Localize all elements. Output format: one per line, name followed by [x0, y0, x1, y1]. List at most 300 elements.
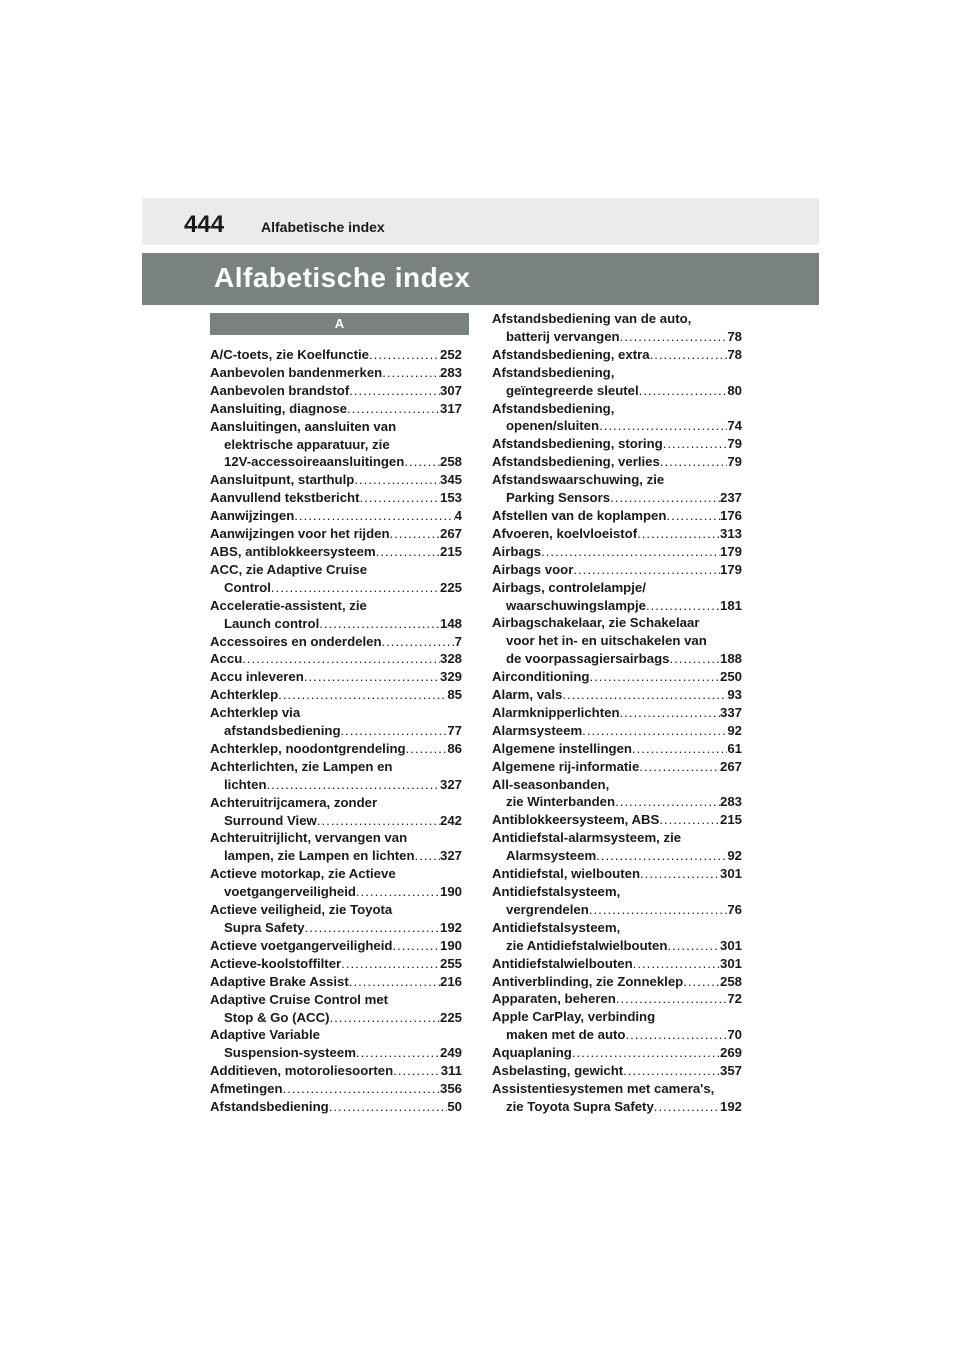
index-entry [492, 614, 742, 668]
index-term: Stop & Go (ACC) [224, 1009, 330, 1025]
index-entry-row [492, 489, 742, 507]
index-entry-row [492, 990, 742, 1008]
index-term: Alarm, vals [492, 687, 563, 703]
index-entry-row [210, 400, 462, 418]
index-entry-row [492, 1062, 742, 1080]
dot-leader [639, 758, 720, 776]
index-entry [492, 758, 742, 776]
index-entry [492, 722, 742, 740]
index-entry-row [492, 507, 742, 525]
index-term: Antiverblinding, zie Zonneklep [492, 973, 684, 989]
index-entry [210, 1098, 462, 1116]
index-entry-row [210, 1098, 462, 1116]
dot-leader [640, 865, 720, 883]
dot-leader [354, 471, 440, 489]
dot-leader [406, 740, 448, 758]
dot-leader [646, 597, 720, 615]
index-entry-line: Acceleratie-assistent, zie [210, 597, 367, 613]
dot-leader [623, 1062, 720, 1080]
index-entry-row [492, 1098, 742, 1116]
dot-leader [317, 812, 440, 830]
index-term: Alarmsysteem [506, 848, 597, 864]
dot-leader [541, 543, 720, 561]
index-entry [210, 865, 462, 901]
index-term: Apparaten, beheren [492, 991, 616, 1007]
index-entry-line: Adaptive Cruise Control met [210, 991, 389, 1007]
index-page-number: 148 [439, 615, 462, 631]
index-page-number: 190 [439, 937, 462, 953]
index-entry-row [492, 758, 742, 776]
index-term: Airbags [492, 543, 542, 559]
index-entry-line: All-seasonbanden, [492, 776, 610, 792]
index-entry-row [492, 740, 742, 758]
index-entry-row [210, 543, 462, 561]
index-term: Airconditioning [492, 669, 590, 685]
index-page-number: 181 [719, 597, 742, 613]
index-entry-row [492, 901, 742, 919]
index-term: ABS, antiblokkeersysteem [210, 543, 376, 559]
index-page-number: 76 [727, 901, 742, 917]
index-entry-line: Actieve veiligheid, zie Toyota [210, 902, 393, 918]
index-entry-row [492, 650, 742, 668]
index-term: Alarmknipperlichten [492, 704, 620, 720]
index-page-number: 301 [719, 937, 742, 953]
index-page-number: 337 [719, 704, 742, 720]
dot-leader [610, 489, 720, 507]
dot-leader [620, 328, 728, 346]
index-entry-line: Assistentiesystemen met camera's, [492, 1080, 715, 1096]
index-page-number: 301 [719, 955, 742, 971]
index-term: Actieve voetgangerveiligheid [210, 937, 393, 953]
dot-leader [369, 346, 440, 364]
index-entry-line: Adaptive Variable [210, 1027, 320, 1043]
index-entry [492, 310, 742, 346]
index-entry-line: Afstandsbediening, [492, 400, 615, 416]
index-entry-row [210, 1044, 462, 1062]
dot-leader [278, 686, 447, 704]
index-term: lampen, zie Lampen en lichten [224, 848, 415, 864]
index-page-number: 192 [719, 1098, 742, 1114]
index-entry-row [210, 364, 462, 382]
index-entry-row [492, 704, 742, 722]
index-term: Asbelasting, gewicht [492, 1063, 624, 1079]
index-page-number: 61 [727, 740, 742, 756]
index-entry [492, 1080, 742, 1116]
index-page-number: 176 [719, 507, 742, 523]
dot-leader [376, 543, 440, 561]
index-entry-row [492, 1044, 742, 1062]
dot-leader [341, 722, 448, 740]
index-entry-line: Achterlichten, zie Lampen en [210, 758, 393, 774]
index-entry-row [210, 1009, 462, 1027]
index-entry [210, 740, 462, 758]
index-entry-row [210, 812, 462, 830]
dot-leader [294, 507, 454, 525]
index-term: geïntegreerde sleutel [506, 382, 639, 398]
index-page-number: 313 [719, 525, 742, 541]
index-entry-line: ACC, zie Adaptive Cruise [210, 561, 368, 577]
dot-leader [360, 489, 440, 507]
dot-leader [390, 525, 440, 543]
index-term: Airbags voor [492, 561, 574, 577]
index-term: Antidiefstal, wielbouten [492, 866, 640, 882]
index-entry-line: Antidiefstalsysteem, [492, 884, 621, 899]
index-term: Actieve-koolstoffilter [210, 955, 342, 971]
index-page-number: 92 [727, 722, 742, 738]
dot-leader [632, 740, 727, 758]
index-entry [210, 650, 462, 668]
index-entry-line: Antidiefstal-alarmsysteem, zie [492, 830, 682, 846]
dot-leader [654, 1098, 720, 1116]
index-term: Afvoeren, koelvloeistof [492, 525, 638, 541]
index-entry-line: elektrische apparatuur, zie [224, 436, 390, 452]
index-term: openen/sluiten [506, 418, 600, 434]
index-entry-row [210, 471, 462, 489]
page-number: 444 [184, 211, 225, 238]
index-term: A/C-toets, zie Koelfunctie [210, 347, 369, 362]
dot-leader [271, 579, 440, 597]
dot-leader [589, 668, 720, 686]
index-entry-line: Afstandsbediening van de auto, [492, 311, 692, 326]
index-page-number: 80 [727, 382, 742, 398]
index-term: Launch control [224, 615, 320, 631]
dot-leader [663, 435, 728, 453]
index-term: Aanbevolen brandstof [210, 382, 350, 398]
index-page-number: 317 [439, 400, 462, 416]
index-entry [210, 1026, 462, 1062]
index-entry [492, 955, 742, 973]
dot-leader [562, 686, 727, 704]
index-term: Afstandsbediening, storing [492, 436, 663, 452]
index-entry [210, 364, 462, 382]
index-entry [492, 704, 742, 722]
dot-leader [356, 883, 440, 901]
index-entry-row [210, 686, 462, 704]
index-entry [210, 973, 462, 991]
dot-leader [667, 937, 720, 955]
dot-leader [329, 1009, 440, 1027]
index-page-number: 4 [454, 508, 462, 524]
index-entry-row [210, 615, 462, 633]
dot-leader [615, 793, 720, 811]
index-page-number: 77 [447, 723, 462, 739]
index-page-number: 242 [439, 812, 462, 828]
index-entry [492, 990, 742, 1008]
index-page-number: 93 [727, 687, 742, 703]
index-entry [492, 686, 742, 704]
index-page-number: 79 [727, 436, 742, 452]
index-entry-row [210, 1080, 462, 1098]
index-entry-row [492, 453, 742, 471]
index-entry-row [492, 973, 742, 991]
index-entry [492, 346, 742, 364]
index-term: Afstandsbediening, extra [492, 346, 650, 362]
index-page-number: 329 [439, 669, 462, 685]
index-term: zie Winterbanden [506, 794, 616, 810]
index-entry-row [492, 811, 742, 829]
index-entry-row [210, 955, 462, 973]
index-entry-line: Antidiefstalsysteem, [492, 919, 621, 935]
dot-leader [639, 382, 728, 400]
index-entry-row [210, 489, 462, 507]
index-entry-line: voor het in- en uitschakelen van [506, 633, 707, 649]
index-term: Aanbevolen bandenmerken [210, 364, 383, 380]
index-entry [210, 794, 462, 830]
index-entry-row [492, 722, 742, 740]
index-entry-row [492, 1026, 742, 1044]
index-page-number: 225 [439, 579, 462, 595]
index-entry [210, 901, 462, 937]
index-entry-row [492, 597, 742, 615]
index-term: Aquaplaning [492, 1045, 572, 1061]
dot-leader [415, 847, 440, 865]
index-page-number: 92 [727, 848, 742, 864]
dot-leader [659, 811, 720, 829]
index-term: Accu [210, 651, 243, 667]
dot-leader [329, 1098, 448, 1116]
index-page-number: 188 [719, 651, 742, 667]
index-entry [492, 1008, 742, 1044]
index-page-number: 190 [439, 884, 462, 900]
running-head: Alfabetische index [261, 219, 385, 235]
index-page-number: 283 [719, 794, 742, 810]
index-page-number: 250 [719, 669, 742, 685]
index-term: de voorpassagiersairbags [506, 651, 670, 667]
index-term: Parking Sensors [506, 490, 611, 506]
index-term: Control [224, 579, 271, 595]
index-entry [210, 955, 462, 973]
index-entry-row [210, 453, 462, 471]
index-page-number: 267 [719, 758, 742, 774]
index-term: Aanwijzingen [210, 508, 295, 524]
index-page-number: 258 [439, 454, 462, 470]
index-page-number: 237 [719, 490, 742, 506]
dot-leader [305, 919, 440, 937]
index-term: Suspension-systeem [224, 1045, 356, 1061]
index-entry [492, 579, 742, 615]
index-entry [210, 400, 462, 418]
index-entry [492, 453, 742, 471]
index-entry-row [210, 722, 462, 740]
dot-leader [596, 847, 727, 865]
index-entry [210, 525, 462, 543]
index-column-left [210, 346, 462, 1116]
dot-leader [382, 633, 455, 651]
index-term: Achterklep [210, 687, 279, 703]
dot-leader [616, 990, 727, 1008]
index-entry [492, 829, 742, 865]
index-entry [210, 937, 462, 955]
index-entry-row [492, 955, 742, 973]
index-entry [492, 1044, 742, 1062]
dot-leader [637, 525, 720, 543]
index-entry-line: Apple CarPlay, verbinding [492, 1009, 656, 1025]
index-page-number: 345 [439, 472, 462, 488]
dot-leader [393, 937, 440, 955]
index-term: Achterklep, noodontgrendeling [210, 740, 406, 756]
index-entry [492, 471, 742, 507]
dot-leader [319, 615, 440, 633]
dot-leader [650, 346, 728, 364]
index-entry [210, 668, 462, 686]
dot-leader [267, 776, 440, 794]
index-entry-row [210, 650, 462, 668]
index-entry [492, 543, 742, 561]
index-term: Afstandsbediening [210, 1099, 329, 1115]
index-entry-row [210, 507, 462, 525]
index-entry [492, 668, 742, 686]
index-page-number: 72 [727, 991, 742, 1007]
index-term: voetgangerveiligheid [224, 884, 356, 900]
index-entry-row [210, 919, 462, 937]
index-term: vergrendelen [506, 901, 589, 917]
index-entry-row [492, 668, 742, 686]
index-page-number: 327 [439, 776, 462, 792]
index-entry [492, 883, 742, 919]
index-entry [492, 1062, 742, 1080]
index-entry [492, 776, 742, 812]
index-term: Alarmsysteem [492, 722, 583, 738]
index-term: Accessoires en onderdelen [210, 633, 382, 649]
index-term: Afstandsbediening, verlies [492, 454, 660, 470]
index-entry-row [492, 561, 742, 579]
index-term: Afstellen van de koplampen [492, 507, 667, 523]
dot-leader [404, 453, 440, 471]
index-page-number: 85 [447, 687, 462, 703]
dot-leader [599, 417, 727, 435]
index-term: batterij vervangen [506, 328, 620, 344]
index-term: Algemene rij-informatie [492, 758, 640, 774]
index-page-number: 311 [440, 1063, 462, 1079]
index-page-number: 269 [719, 1045, 742, 1061]
index-entry [492, 364, 742, 400]
index-term: Aansluitpunt, starthulp [210, 472, 355, 488]
index-entry [210, 418, 462, 472]
index-entry [210, 346, 462, 364]
index-entry-row [492, 847, 742, 865]
index-page-number: 307 [439, 382, 462, 398]
dot-leader [572, 1044, 720, 1062]
index-term: Aanvullend tekstbericht [210, 490, 360, 506]
index-entry-row [210, 883, 462, 901]
index-entry-row [210, 740, 462, 758]
index-entry-line: Actieve motorkap, zie Actieve [210, 866, 396, 882]
index-entry-line: Airbags, controlelampje/ [492, 579, 646, 595]
index-page-number: 216 [439, 973, 462, 989]
index-entry-line: Achterklep via [210, 705, 301, 721]
dot-leader [669, 650, 720, 668]
index-entry-row [210, 668, 462, 686]
index-entry-row [492, 525, 742, 543]
index-term: maken met de auto [506, 1027, 626, 1043]
index-page-number: 357 [719, 1063, 742, 1079]
index-page-number: 328 [439, 651, 462, 667]
index-entry [210, 758, 462, 794]
index-entry [210, 471, 462, 489]
dot-leader [589, 901, 728, 919]
index-page-number: 74 [727, 418, 742, 434]
dot-leader [349, 973, 440, 991]
index-entry [210, 561, 462, 597]
index-entry-row [492, 346, 742, 364]
index-entry [210, 507, 462, 525]
index-entry-row [492, 793, 742, 811]
index-entry [492, 525, 742, 543]
index-entry-line: Aansluitingen, aansluiten van [210, 418, 397, 434]
index-term: Antiblokkeersysteem, ABS [492, 812, 660, 828]
index-page-number: 179 [719, 543, 742, 559]
index-entry-line: Airbagschakelaar, zie Schakelaar [492, 615, 700, 631]
index-entry [210, 489, 462, 507]
index-entry-row [492, 543, 742, 561]
index-term: Adaptive Brake Assist [210, 973, 349, 989]
index-term: zie Toyota Supra Safety [506, 1098, 654, 1114]
dot-leader [349, 382, 440, 400]
index-page-number: 249 [439, 1045, 462, 1061]
index-entry-row [210, 633, 462, 651]
index-entry-line: Afstandsbediening, [492, 364, 615, 380]
index-entry-row [492, 382, 742, 400]
index-entry-row [492, 435, 742, 453]
index-entry-row [210, 847, 462, 865]
index-page-number: 192 [439, 920, 462, 935]
index-page-number: 301 [719, 866, 742, 882]
index-entry-row [210, 1062, 462, 1080]
index-page-number: 215 [719, 812, 742, 828]
dot-leader [582, 722, 727, 740]
index-term: Antidiefstalwielbouten [492, 955, 633, 971]
dot-leader [620, 704, 720, 722]
header-band [142, 198, 819, 245]
index-entry-row [210, 937, 462, 955]
index-term: lichten [224, 776, 267, 792]
index-entry [210, 686, 462, 704]
index-entry-row [210, 346, 462, 364]
index-column-right [492, 310, 742, 1116]
dot-leader [382, 364, 440, 382]
index-entry [210, 991, 462, 1027]
index-term: Afmetingen [210, 1081, 283, 1097]
index-term: Supra Safety [224, 920, 305, 935]
index-entry-row [492, 937, 742, 955]
index-page-number: 153 [439, 490, 462, 506]
index-page-number: 356 [439, 1081, 462, 1097]
dot-leader [633, 955, 720, 973]
dot-leader [341, 955, 440, 973]
index-term: Aanwijzingen voor het rijden [210, 526, 390, 542]
index-entry [210, 704, 462, 740]
index-entry [210, 829, 462, 865]
index-entry-row [210, 579, 462, 597]
index-term: waarschuwingslampje [506, 597, 646, 613]
section-letter-bar: A [210, 313, 469, 335]
index-entry [492, 507, 742, 525]
index-page-number: 78 [727, 328, 742, 344]
index-page-number: 179 [719, 561, 742, 577]
index-entry-row [210, 525, 462, 543]
index-entry-row [492, 865, 742, 883]
index-page-number: 78 [727, 346, 742, 362]
index-page-number: 79 [727, 454, 742, 470]
index-page-number: 86 [447, 740, 462, 756]
index-entry [492, 435, 742, 453]
index-term: Algemene instellingen [492, 740, 632, 756]
index-entry-row [210, 776, 462, 794]
dot-leader [666, 507, 720, 525]
index-entry [492, 865, 742, 883]
index-entry [492, 973, 742, 991]
dot-leader [573, 561, 720, 579]
